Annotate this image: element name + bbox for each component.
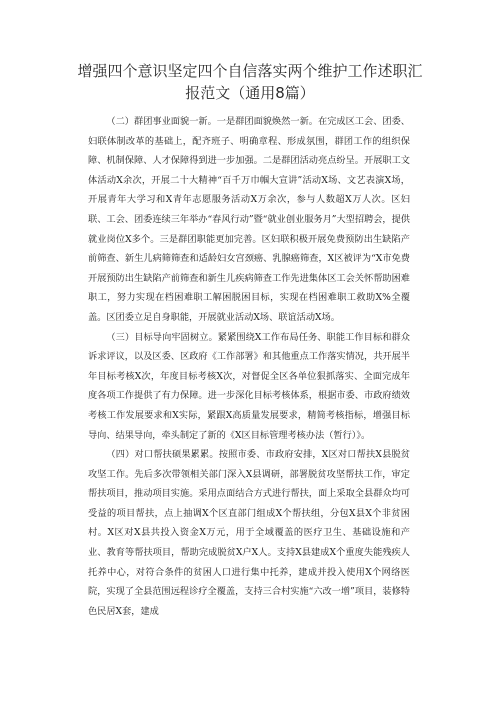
document-title	[60, 60, 440, 104]
title-line-1: 增强四个意识坚定四个自信落实两个维护工作述职汇	[77, 62, 423, 80]
paragraph-goal-orientation: （三）目标导向牢固树立。紧紧围绕X工作布局任务、职能工作目标和群众诉求评议，以及区委、区政府《工作部署》和其他重点工作落实情况，共开展半年目标考核X次，年度目标考核X次，对督促全区各单位狠抓落实、全面完成年度各项工作提供了有力保障。进一步深化目标考核体系，根据市委、市政府绩效考核工作发展要求和X实际，紧跟X高质量发展要求，精简考核指标，增强目标导向、结果导向，牵头制定了新的《X区目标管理考核办法（暂行）》。	[88, 331, 410, 441]
document-body	[88, 112, 410, 621]
title-line-2: 报范文（通用8篇）	[185, 84, 315, 102]
paragraph-counterpart-assistance: （四）对口帮扶硕果累累。按照市委、市政府安排，X区对口帮扶X县脱贫攻坚工作。先后多次带领相关部门深入X县调研，部署脱贫攻坚帮扶工作，审定帮扶项目，推动项目实施。采用点面结合方式进行帮扶，面上采取全县群众均可受益的项目帮扶，点上抽调X个区直部门组成X个帮扶组，分包X县X个非贫困村。X区对X县共投入资金X万元，用于全域覆盖的医疗卫生、基础设施和产业、教育等帮扶项目，帮助完成脱贫X户X人。支持X县建成X个重度失能残疾人托养中心，对符合条件的贫困人口进行集中托养，建成并投入使用X个网络医院，实现了全县范围远程诊疗全覆盖，支持三合村实施“六改一增”项目，装修特色民居X套，建成	[88, 449, 410, 617]
paragraph-group-work: （二）群团事业面貌一新。一是群团面貌焕然一新。在完成区工会、团委、妇联体制改革的基础上，配齐班子、明确章程、形成氛围，群团工作的组织保障、机制保障、人才保障得到进一步加强。二是群团活动亮点纷呈。开展职工文体活动X余次，开展二十大精神“百千万巾帼大宣讲”活动X场、文艺表演X场，开展青年大学习和X青年志愿服务活动X万余次，参与人数超X万人次。区妇联、工会、团委连续三年举办“春风行动”暨“就业创业服务月”大型招聘会，提供就业岗位X多个。三是群团职能更加完善。区妇联积极开展免费预防出生缺陷产前筛查、新生儿病筛筛查和适龄妇女宫颈癌、乳腺癌筛查，X区被评为“X市免费开展预防出生缺陷产前筛查和新生儿疾病筛查工作先进集体区工会关怀帮助困难职工，努力实现在档困难职工解困脱困目标，实现在档困难职工救助X%全覆盖。区团委立足自身职能，开展就业活动X场、联谊活动X场。	[88, 116, 410, 323]
